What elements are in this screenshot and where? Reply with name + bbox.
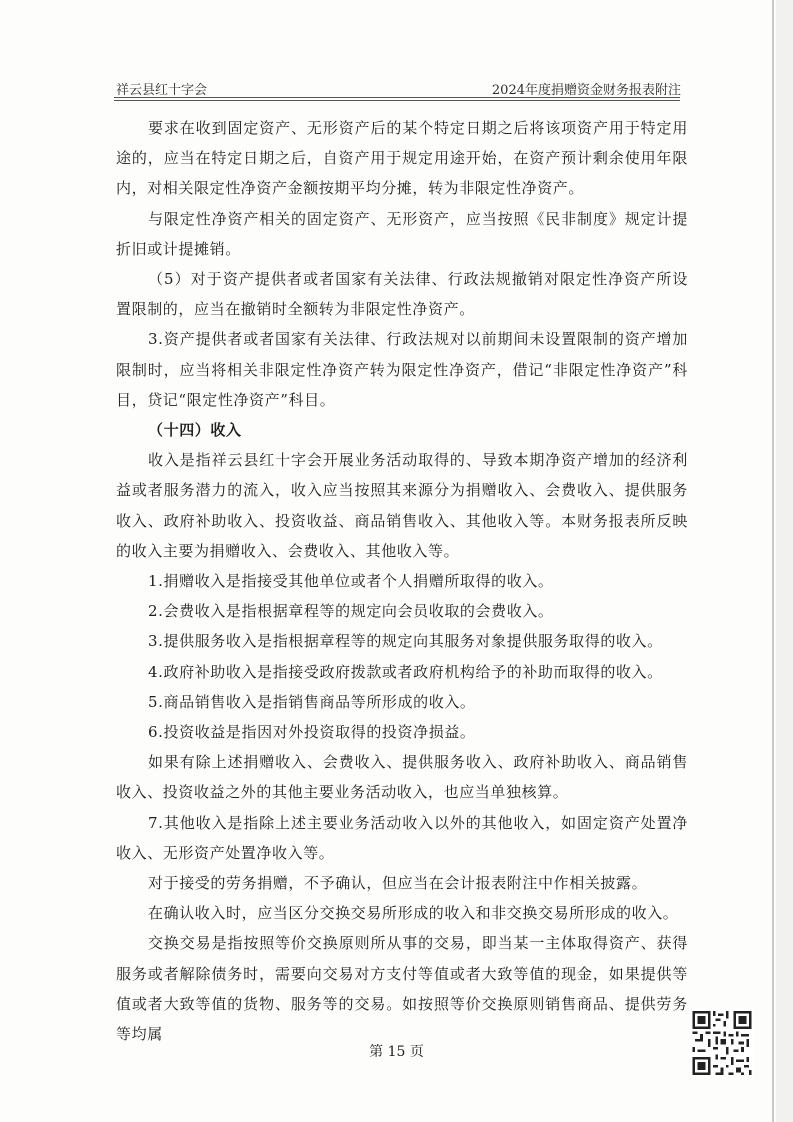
paragraph: 对于接受的劳务捐赠，不予确认，但应当在会计报表附注中作相关披露。 <box>148 874 648 893</box>
list-item: 3.提供服务收入是指根据章程等的规定向其服务对象提供服务取得的收入。 <box>148 632 663 651</box>
paragraph: 要求在收到固定资产、无形资产后的某个特定日期之后将该项资产用于特定用途的，应当在特定日期之后，自资产用于规定用途开始，在资产预计剩余使用年限内，对相关限定性净资产金额按期平均分摊，转为非限定性净资产。 <box>116 119 688 198</box>
paragraph: 收入是指祥云县红十字会开展业务活动取得的、导致本期净资产增加的经济利益或者服务潜力的流入，收入应当按照其来源分为捐赠收入、会费收入、提供服务收入、政府补助收入、投资收益、商品销售收入、其他收入等。本财务报表所反映的收入主要为捐赠收入、会费收入、其他收入等。 <box>116 451 688 560</box>
header-rule <box>114 97 680 101</box>
paragraph: 在确认收入时，应当区分交换交易所形成的收入和非交换交易所形成的收入。 <box>148 904 679 923</box>
page-edge-shadow <box>776 0 793 1122</box>
list-item: 2.会费收入是指根据章程等的规定向会员收取的会费收入。 <box>148 602 554 621</box>
header-report-title: 2024年度捐赠资金财务报表附注 <box>491 83 681 98</box>
paragraph: 与限定性净资产相关的固定资产、无形资产，应当按照《民非制度》规定计提折旧或计提摊销。 <box>116 209 688 258</box>
paragraph: （5）对于资产提供者或者国家有关法律、行政法规撤销对限定性净资产所设置限制的，应当在撤销时全额转为非限定性净资产。 <box>116 270 688 319</box>
list-item: 5.商品销售收入是指销售商品等所形成的收入。 <box>148 692 476 711</box>
header-org-name: 祥云县红十字会 <box>116 83 208 98</box>
paragraph: 交换交易是指按照等价交换原则所从事的交易，即当某一主体取得资产、获得服务或者解除债务时，需要向交易对方支付等值或者大致等值的现金，如果提供等值或者大致等值的货物、服务等的交易。如按照等价交换原则销售商品、提供劳务等均属 <box>116 934 688 1044</box>
document-body <box>116 113 688 1049</box>
page-number: 第 15 页 <box>369 1044 424 1060</box>
section-heading: （十四）收入 <box>148 421 242 440</box>
paragraph: 如果有除上述捐赠收入、会费收入、提供服务收入、政府补助收入、商品销售收入、投资收益之外的其他主要业务活动收入，也应当单独核算。 <box>116 753 688 802</box>
list-item: 4.政府补助收入是指接受政府拨款或者政府机构给予的补助而取得的收入。 <box>148 662 663 681</box>
list-item: 1.捐赠收入是指接受其他单位或者个人捐赠所取得的收入。 <box>148 572 554 591</box>
paragraph: 3.资产提供者或者国家有关法律、行政法规对以前期间未设置限制的资产增加限制时，应当将相关非限定性净资产转为限定性净资产，借记“非限定性净资产”科目，贷记“限定性净资产”科目。 <box>116 330 688 409</box>
list-item: 7.其他收入是指除上述主要业务活动收入以外的其他收入，如固定资产处置净收入、无形资产处置净收入等。 <box>116 813 688 862</box>
page-edge-line <box>772 0 774 1122</box>
list-item: 6.投资收益是指因对外投资取得的投资净损益。 <box>148 723 476 742</box>
qr-code-icon <box>690 1008 754 1078</box>
